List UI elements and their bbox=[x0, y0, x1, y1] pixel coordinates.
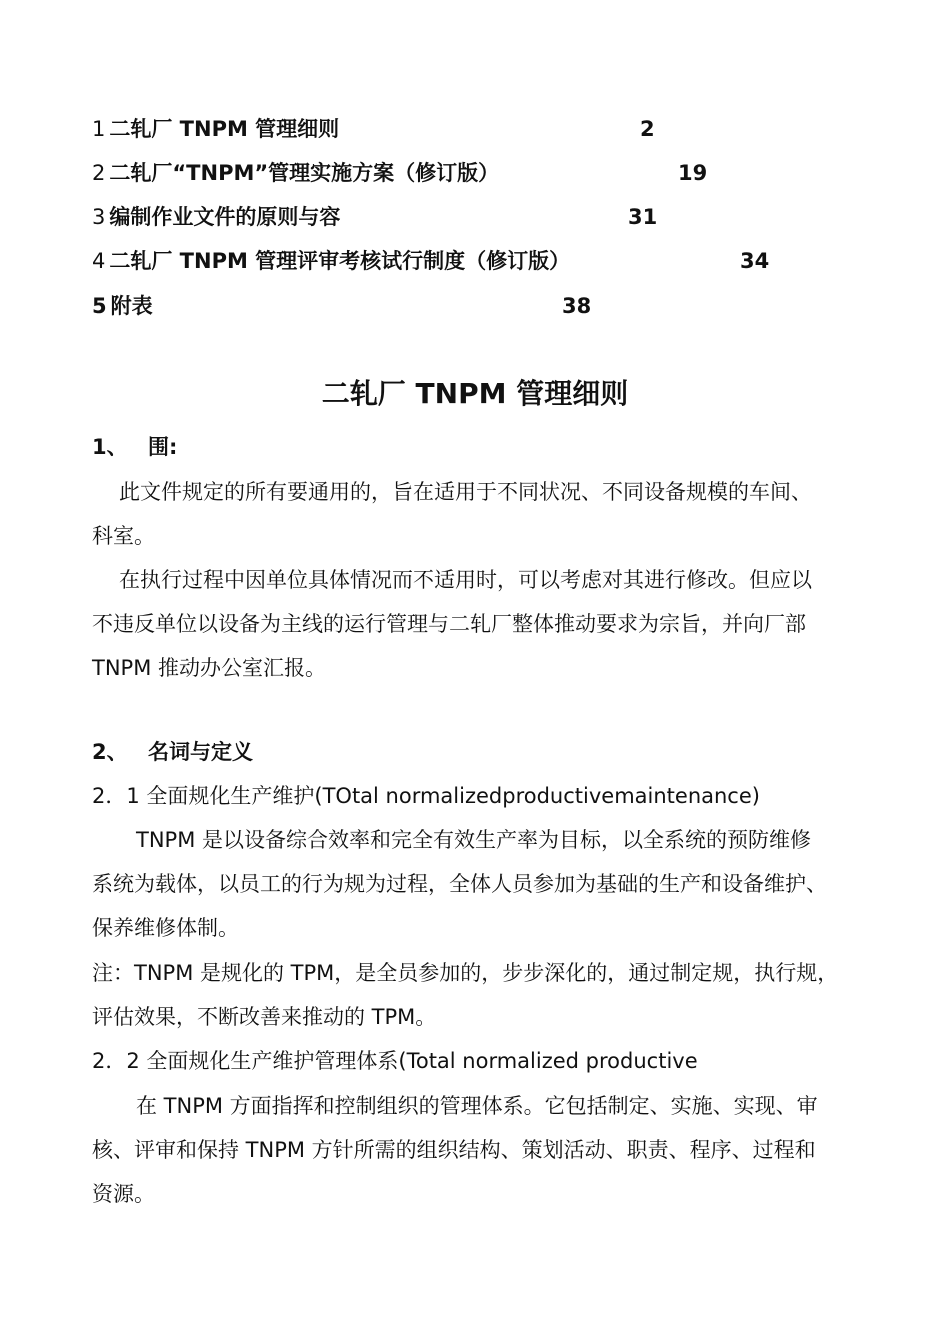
toc-entry[interactable] bbox=[92, 246, 812, 276]
toc-entry[interactable] bbox=[92, 158, 772, 188]
toc-entry-title: 二轧厂 TNPM 管理评审考核试行制度（修订版） bbox=[109, 249, 571, 273]
toc-entry[interactable] bbox=[92, 291, 652, 321]
paragraph-line: TNPM 推动办公室汇报。 bbox=[92, 656, 326, 680]
toc-entry-number: 3 bbox=[92, 205, 106, 229]
note-line: 注：TNPM 是规化的 TPM，是全员参加的，步步深化的，通过制定规，执行规， bbox=[92, 961, 839, 985]
toc-entry[interactable] bbox=[92, 114, 692, 144]
paragraph-line: 此文件规定的所有要通用的，旨在适用于不同状况、不同设备规模的车间、 bbox=[119, 480, 812, 504]
toc-entry-title: 编制作业文件的原则与容 bbox=[109, 205, 341, 229]
paragraph-line: 在 TNPM 方面指挥和控制组织的管理体系。它包括制定、实施、实现、审 bbox=[136, 1094, 818, 1118]
toc-entry-title: 附表 bbox=[110, 294, 153, 318]
paragraph-line: 资源。 bbox=[92, 1182, 155, 1206]
toc-entry-page: 31 bbox=[628, 205, 658, 229]
paragraph-line: 在执行过程中因单位具体情况而不适用时，可以考虑对其进行修改。但应以 bbox=[119, 568, 812, 592]
subsection-heading: 2．1 全面规化生产维护(TOtal normalizedproductivemaintenance) bbox=[92, 784, 760, 808]
section-title: 围: bbox=[148, 435, 178, 459]
paragraph-line: 保养维修体制。 bbox=[92, 916, 239, 940]
section-number: 1、 bbox=[92, 435, 128, 459]
paragraph-line: 科室。 bbox=[92, 524, 155, 548]
toc-entry-title: 二轧厂 TNPM 管理细则 bbox=[109, 117, 340, 141]
section-heading bbox=[92, 737, 253, 767]
toc-entry-number: 5 bbox=[92, 294, 107, 318]
toc-entry-page: 19 bbox=[678, 161, 708, 185]
section-number: 2、 bbox=[92, 740, 128, 764]
toc-entry-page: 2 bbox=[640, 117, 655, 141]
toc-entry-number: 1 bbox=[92, 117, 106, 141]
paragraph-line: 核、评审和保持 TNPM 方针所需的组织结构、策划活动、职责、程序、过程和 bbox=[92, 1138, 816, 1162]
note-line: 评估效果，不断改善来推动的 TPM。 bbox=[92, 1005, 437, 1029]
toc-entry-number: 2 bbox=[92, 161, 106, 185]
subsection-heading: 2．2 全面规化生产维护管理体系(Total normalized productive bbox=[92, 1049, 698, 1073]
toc-entry[interactable] bbox=[92, 202, 712, 232]
document-title: 二轧厂 TNPM 管理细则 bbox=[321, 377, 629, 410]
paragraph-line: 系统为载体，以员工的行为规为过程，全体人员参加为基础的生产和设备维护、 bbox=[92, 872, 827, 896]
toc-entry-title: 二轧厂“TNPM”管理实施方案（修订版） bbox=[109, 161, 500, 185]
paragraph-line: 不违反单位以设备为主线的运行管理与二轧厂整体推动要求为宗旨，并向厂部 bbox=[92, 612, 806, 636]
toc-entry-page: 34 bbox=[740, 249, 770, 273]
toc-entry-number: 4 bbox=[92, 249, 106, 273]
section-title: 名词与定义 bbox=[148, 740, 253, 764]
section-heading bbox=[92, 432, 177, 462]
toc-entry-page: 38 bbox=[562, 294, 592, 318]
paragraph-line: TNPM 是以设备综合效率和完全有效生产率为目标，以全系统的预防维修 bbox=[136, 828, 811, 852]
